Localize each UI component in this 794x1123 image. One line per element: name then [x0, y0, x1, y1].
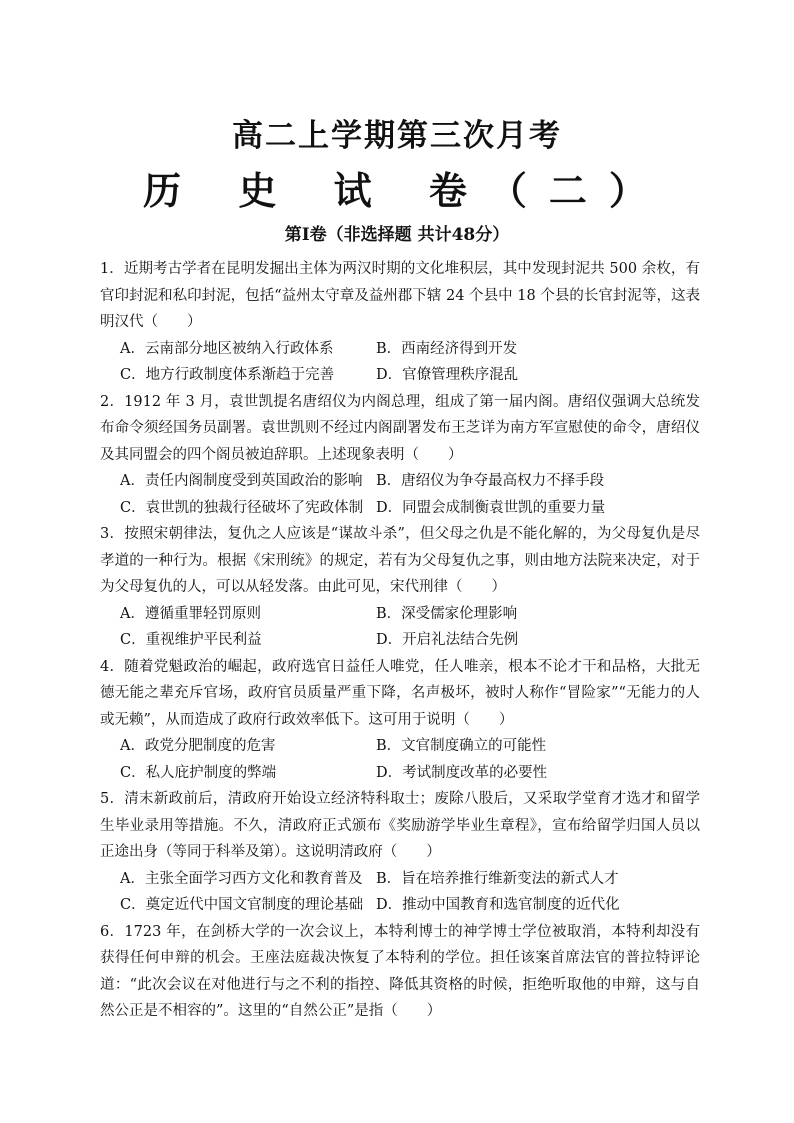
option-b: B．旨在培养推行维新变法的新式人才	[376, 870, 619, 887]
option-b: B．唐绍仪为争夺最高权力不择手段	[376, 473, 605, 489]
question-stem: 1．近期考古学者在昆明发掘出主体为两汉时期的文化堆积层，其中发现封泥共 500 余枚，有官印封泥和私印封泥，包括“益州太守章及益州郡下辖 24 个县中 18 个县的长官封泥等，这表明汉代（ ）	[100, 261, 700, 330]
option-b: B．西南经济得到开发	[376, 340, 518, 357]
question-5	[100, 786, 700, 919]
option-d: D．同盟会成制衡袁世凯的重要力量	[376, 499, 606, 516]
option-a: A．主张全面学习西方文化和教育普及	[120, 870, 363, 887]
question-stem: 4．随着党魁政治的崛起，政府选官日益任人唯党，任人唯亲，根本不论才干和品格，大批无德无能之辈充斥官场，政府官员质量严重下降，名声极坏，被时人称作“冒险家”“无能力的人或无赖”，从而造成了政府行政效率低下。这可用于说明（ ）	[100, 658, 700, 728]
option-c: C．袁世凯的独裁行径破坏了宪政体制	[120, 499, 364, 516]
option-c: C．奠定近代中国文官制度的理论基础	[120, 897, 364, 913]
question-stem: 5．清末新政前后，清政府开始设立经济特科取士；废除八股后，又采取学堂育才选才和留学生毕业录用等措施。不久，清政府正式颁布《奖励游学毕业生章程》，宣布给留学归国人员以正途出身（等同于科举及第）。这说明清政府（ ）	[100, 791, 700, 860]
question-3	[100, 521, 700, 654]
question-stem: 6．1723 年，在剑桥大学的一次会议上，本特利博士的神学博士学位被取消，本特利却没有获得任何申辩的机会。王座法庭裁决恢复了本特利的学位。担任该案首席法官的普拉特评论道：“此次会议在对他进行与之不利的指控、降低其资格的时候，拒绝听取他的申辩，这与自然公正是不相容的”。这里的“自然公正”是指（ ）	[100, 923, 700, 1019]
answer-options	[100, 733, 700, 786]
option-c: C．地方行政制度体系渐趋于完善	[120, 367, 335, 383]
option-a: A．责任内阁制度受到英国政治的影响	[120, 473, 363, 489]
question-list	[100, 256, 700, 1025]
option-a: A．云南部分地区被纳入行政体系	[120, 340, 334, 357]
question-4	[100, 654, 700, 787]
answer-options	[100, 866, 700, 919]
exam-subtitle: 历 史 试 卷（二）	[143, 168, 669, 213]
question-stem: 2．1912 年 3 月，袁世凯提名唐绍仪为内阁总理，组成了第一届内阁。唐绍仪强调大总统发布命令须经国务员副署。袁世凯则不经过内阁副署发布王芝详为南方军宣慰使的命令，唐绍仪及其同盟会的四个阁员被迫辞职。上述现象表明（ ）	[100, 393, 700, 463]
question-2	[100, 389, 700, 522]
option-c: C．重视维护平民利益	[120, 632, 262, 648]
option-d: D．官僚管理秩序混乱	[376, 367, 519, 383]
question-6	[100, 919, 700, 1025]
question-stem: 3．按照宋朝律法，复仇之人应该是“谋故斗杀”，但父母之仇是不能化解的，为父母复仇是尽孝道的一种行为。根据《宋刑统》的规定，若有为父母复仇之事，则由地方法院来决定，对于为父母复仇的人，可以从轻发落。由此可见，宋代刑律（ ）	[100, 526, 700, 595]
option-a: A．遵循重罪轻罚原则	[120, 605, 261, 622]
option-d: D．考试制度改革的必要性	[376, 764, 548, 781]
option-b: B．深受儒家伦理影响	[376, 605, 518, 622]
option-a: A．政党分肥制度的危害	[120, 738, 276, 754]
exam-title: 高二上学期第三次月考	[232, 118, 562, 154]
section-heading: 第Ⅰ卷（非选择题 共计48分）	[284, 225, 510, 245]
answer-options	[100, 601, 700, 654]
option-b: B．文官制度确立的可能性	[376, 738, 547, 754]
answer-options	[100, 336, 700, 389]
option-c: C．私人庇护制度的弊端	[120, 764, 277, 781]
option-d: D．推动中国教育和选官制度的近代化	[376, 897, 620, 913]
question-1	[100, 256, 700, 389]
answer-options	[100, 468, 700, 521]
option-d: D．开启礼法结合先例	[376, 632, 519, 648]
